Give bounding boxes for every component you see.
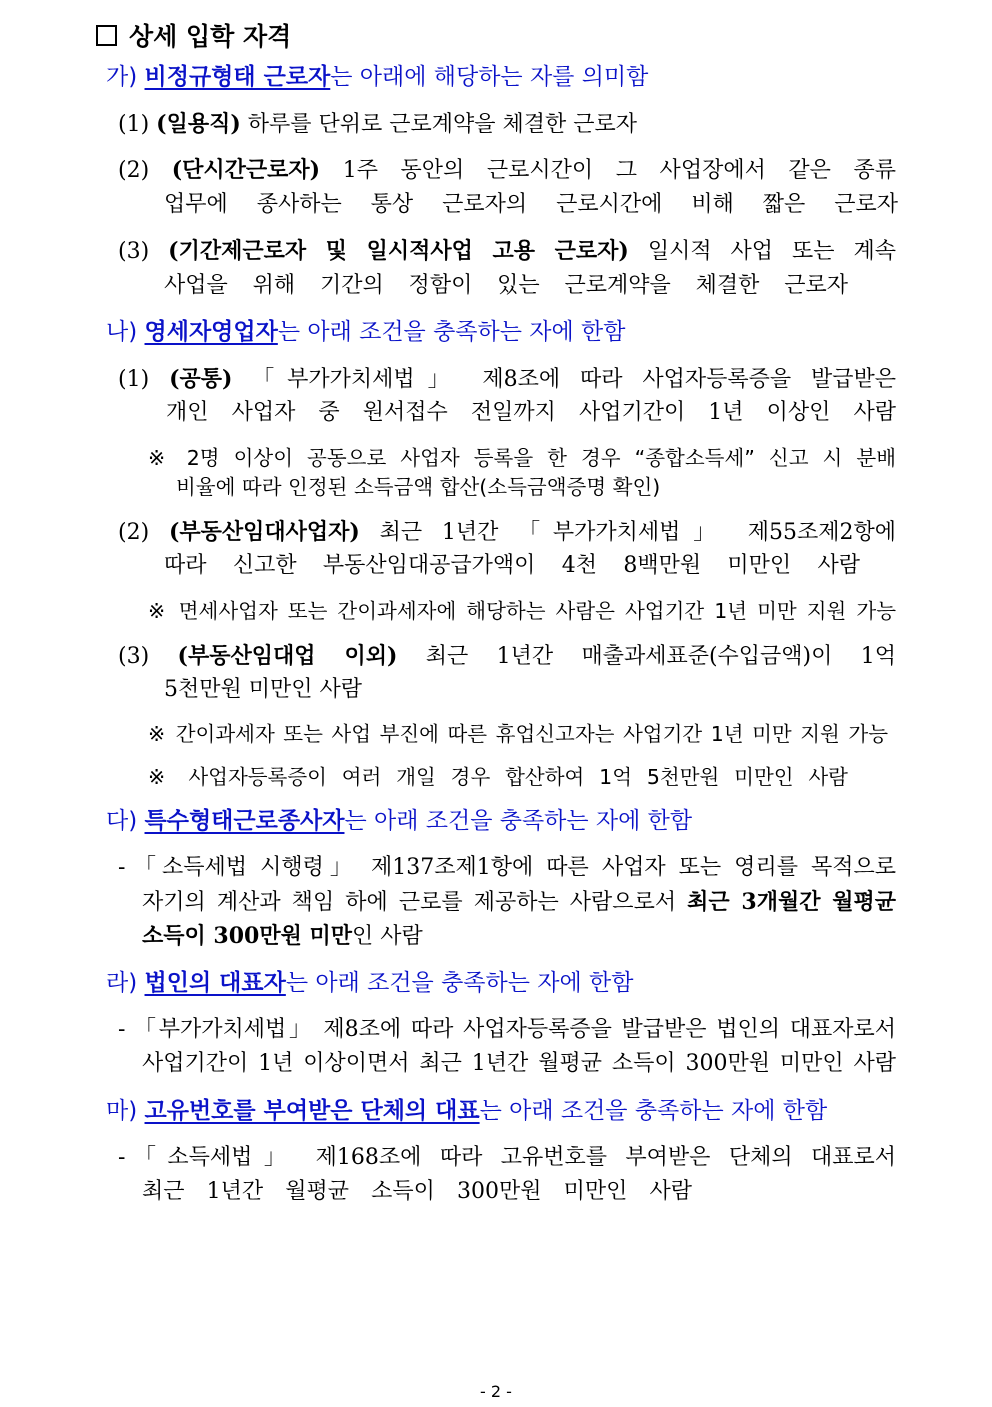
list-item-continuation	[142, 921, 423, 952]
page-title	[96, 22, 291, 52]
item-text: 최근 1년간 「부가가치세법」 제55조제2항에	[379, 520, 897, 545]
list-item	[118, 155, 896, 186]
item-number: (1)	[118, 112, 150, 137]
item-number: (2)	[118, 158, 150, 183]
item-number: (3)	[118, 239, 150, 264]
item-label: (기간제근로자 및 일시적사업 고용 근로자)	[168, 238, 629, 264]
list-item-continuation: 사업기간이 1년 이상이면서 최근 1년간 월평균 소득이 300만원 미만인 사람	[142, 1051, 896, 1076]
list-item-continuation	[142, 887, 896, 918]
page-number: - 2 -	[480, 1382, 512, 1401]
item-text: 하루를 단위로 근로계약을 체결한 근로자	[247, 112, 638, 137]
list-item-continuation: 따라 신고한 부동산임대공급가액이 4천 8백만원 미만인 사람	[164, 553, 860, 578]
section-marker: 라)	[106, 970, 138, 996]
list-item-continuation: 최근 1년간 월평균 소득이 300만원 미만인 사람	[142, 1179, 692, 1204]
note: ※ 사업자등록증이 여러 개일 경우 합산하여 1억 5천만원 미만인 사람	[148, 765, 848, 789]
section-keyword: 비정규형태 근로자	[144, 64, 331, 90]
list-item	[118, 236, 896, 267]
list-item-continuation: 개인 사업자 중 원서접수 전일까지 사업기간이 1년 이상인 사람	[166, 400, 896, 425]
list-item	[118, 364, 896, 395]
list-item	[118, 517, 896, 548]
section-keyword: 법인의 대표자	[144, 970, 286, 996]
section-marker: 다)	[106, 808, 138, 834]
section-text: 는 아래 조건을 충족하는 자에 한함	[479, 1098, 828, 1124]
item-number: (2)	[118, 520, 150, 545]
item-label: (부동산임대사업자)	[168, 519, 360, 545]
item-text: 인 사람	[352, 924, 423, 949]
item-text: 자기의 계산과 책임 하에 근로를 제공하는 사람으로서	[142, 890, 688, 915]
note: ※ 간이과세자 또는 사업 부진에 따른 휴업신고자는 사업기간 1년 미만 지원 가능	[148, 722, 888, 746]
checkbox-square-icon	[96, 25, 117, 46]
item-text: 「부가가치세법」 제8조에 따라 사업자등록증을 발급받은	[252, 367, 897, 392]
item-label: (공통)	[169, 366, 233, 392]
item-text: 일시적 사업 또는 계속	[647, 239, 897, 264]
section-keyword: 영세자영업자	[144, 319, 278, 345]
note: ※ 면세사업자 또는 간이과세자에 해당하는 사람은 사업기간 1년 미만 지원 가능	[148, 599, 896, 623]
note: ※ 2명 이상이 공동으로 사업자 등록을 한 경우 “종합소득세” 신고 시 분배	[148, 446, 896, 470]
list-item-continuation: 업무에 종사하는 통상 근로자의 근로시간에 비해 짧은 근로자	[164, 192, 898, 217]
emphasis-text: 소득이 300만원 미만	[142, 923, 353, 949]
item-number: (3)	[118, 644, 150, 669]
item-number: (1)	[118, 367, 150, 392]
list-item	[118, 109, 637, 140]
section-heading	[106, 1096, 827, 1126]
section-keyword: 고유번호를 부여받은 단체의 대표	[144, 1098, 480, 1124]
page-title-text: 상세 입학 자격	[129, 22, 292, 51]
section-heading	[106, 968, 633, 998]
section-heading	[106, 317, 625, 347]
list-item-continuation: 5천만원 미만인 사람	[164, 677, 362, 702]
item-text: 최근 1년간 매출과세표준(수입금액)이 1억	[425, 644, 896, 669]
dash-bullet: -	[118, 1017, 126, 1042]
section-heading	[106, 62, 648, 92]
list-item: 「부가가치세법」 제8조에 따라 사업자등록증을 발급받은 법인의 대표자로서	[134, 1017, 896, 1042]
section-marker: 나)	[106, 319, 138, 345]
section-marker: 마)	[106, 1098, 138, 1124]
item-label: (일용직)	[156, 111, 241, 137]
section-text: 는 아래에 해당하는 자를 의미함	[330, 64, 649, 90]
item-label: (부동산임대업 이외)	[177, 643, 398, 669]
section-text: 는 아래 조건을 충족하는 자에 한함	[277, 319, 626, 345]
section-marker: 가)	[106, 64, 138, 90]
section-heading	[106, 806, 692, 836]
dash-bullet: -	[118, 1145, 126, 1170]
list-item: 「소득세법 시행령」 제137조제1항에 따른 사업자 또는 영리를 목적으로	[134, 855, 896, 880]
note-continuation: 비율에 따라 인정된 소득금액 합산(소득금액증명 확인)	[176, 475, 661, 499]
emphasis-text: 최근 3개월간 월평균	[687, 889, 896, 915]
item-text: 1주 동안의 근로시간이 그 사업장에서 같은 종류	[342, 158, 896, 183]
section-text: 는 아래 조건을 충족하는 자에 한함	[285, 970, 634, 996]
list-item: 「소득세법」 제168조에 따라 고유번호를 부여받은 단체의 대표로서	[134, 1145, 896, 1170]
list-item	[118, 641, 896, 672]
item-label: (단시간근로자)	[171, 157, 321, 183]
section-text: 는 아래 조건을 충족하는 자에 한함	[344, 808, 693, 834]
section-keyword: 특수형태근로종사자	[144, 808, 345, 834]
list-item-continuation: 사업을 위해 기간의 정함이 있는 근로계약을 체결한 근로자	[164, 273, 848, 298]
dash-bullet: -	[118, 855, 126, 880]
